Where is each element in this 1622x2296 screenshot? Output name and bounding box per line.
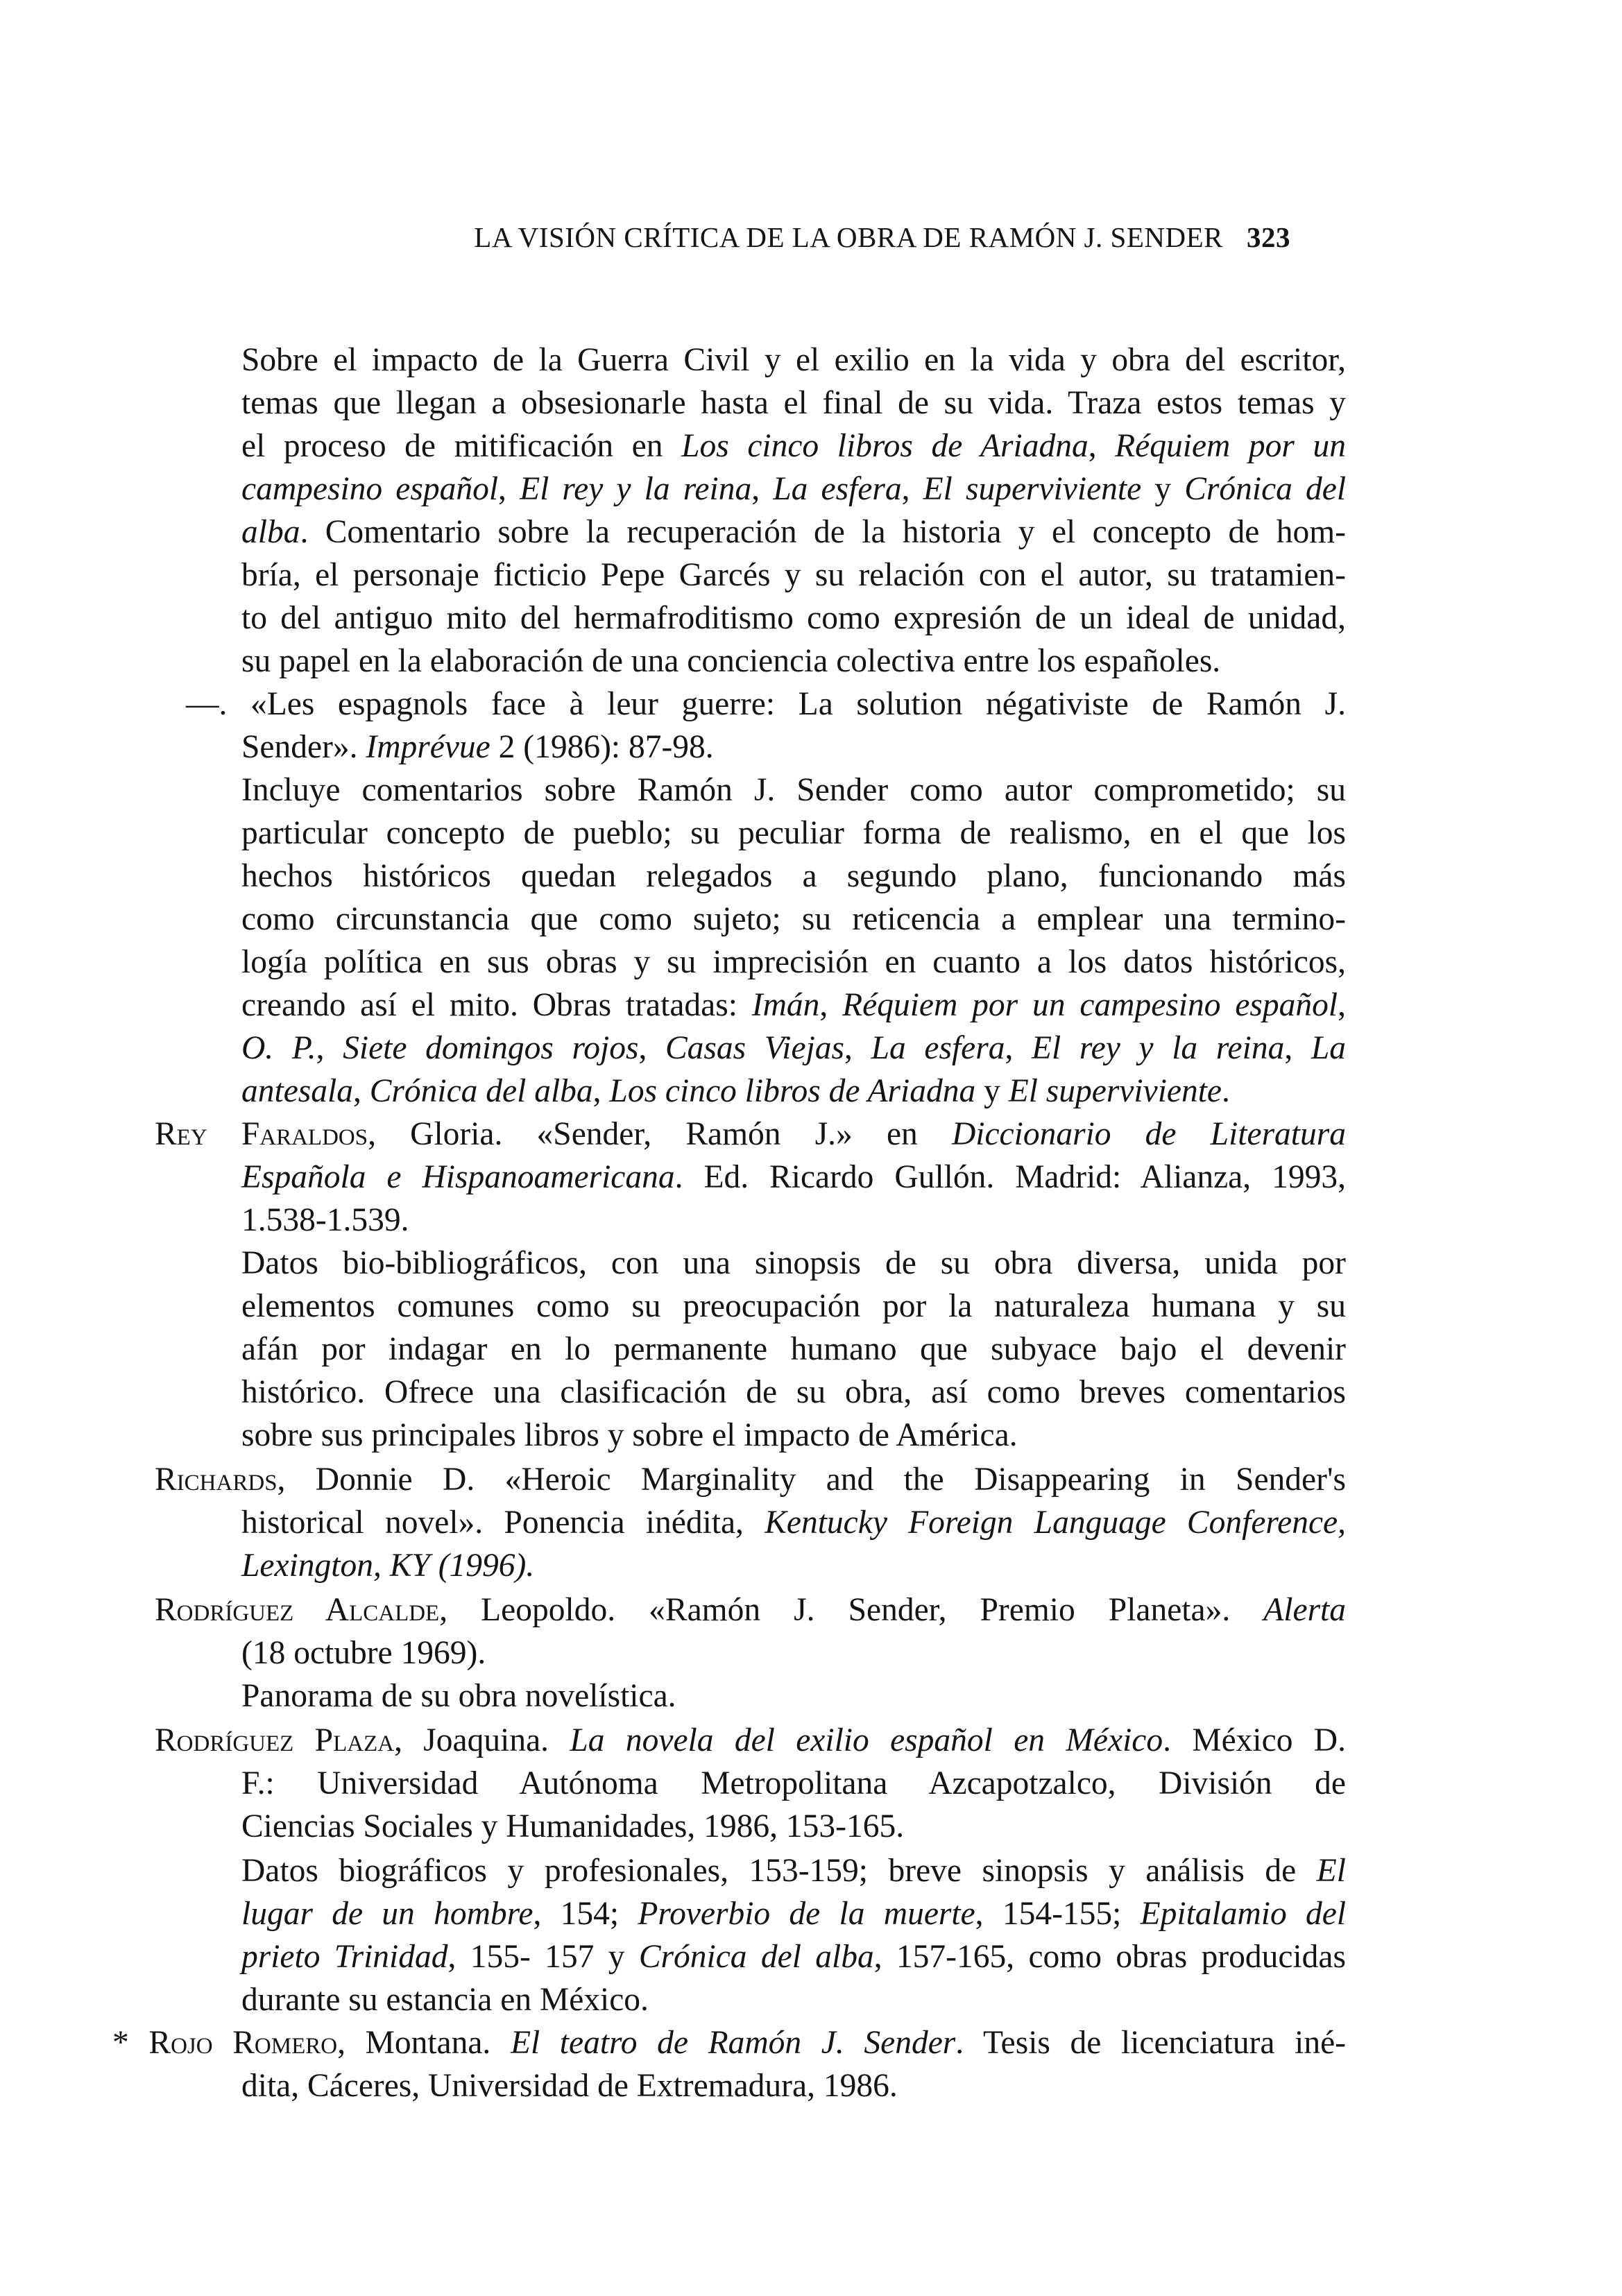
text-run: ,	[844, 1030, 871, 1066]
text-line	[112, 2021, 1346, 2064]
text-run: particular concepto de pueblo; su peculiar forma de realismo, en el que los	[241, 815, 1346, 851]
text-run: logía política en sus obras y su imprecisión en cuanto a los datos históricos,	[241, 944, 1346, 980]
text-run: elementos comunes como su preocupación por la naturaleza humana y su	[241, 1288, 1346, 1324]
text-run: como circunstancia que como sujeto; su reticencia a emplear una termino-	[241, 901, 1346, 937]
text-run: hechos históricos quedan relegados a segundo plano, funcionando más	[241, 858, 1346, 894]
title-italic: El rey y la reina	[520, 471, 752, 507]
text-run: to del antiguo mito del hermafroditismo como expresión de un ideal de unidad,	[241, 600, 1346, 636]
text-run: su papel en la elaboración de una conciencia colectiva entre los españoles.	[241, 643, 1221, 679]
title-italic: lugar de un hombre	[241, 1896, 533, 1932]
text-run: , Gloria. «Sender, Ramón J.» en	[368, 1116, 952, 1152]
title-italic: Réquiem por un	[1115, 428, 1347, 464]
text-run: , Donnie D. «Heroic Marginality and the Disappearing in Sender's	[277, 1462, 1346, 1498]
text-line	[241, 1805, 904, 1848]
text-line	[241, 1328, 1346, 1371]
text-run: dita, Cáceres, Universidad de Extremadura, 1986.	[241, 2068, 898, 2104]
text-line	[241, 941, 1346, 984]
text-run: Datos bio-bibliográficos, con una sinopsis de su obra diversa, unida por	[241, 1245, 1346, 1281]
title-italic: Crónica del	[1184, 471, 1347, 507]
title-italic: La esfera	[871, 1030, 1005, 1066]
title-italic: Los cinco libros de Ariadna	[681, 428, 1089, 464]
title-italic: Los cinco libros de Ariadna	[609, 1073, 976, 1109]
title-italic: Crónica del alba	[638, 1939, 874, 1975]
text-line	[241, 640, 1220, 683]
text-run: ,	[352, 1073, 370, 1109]
title-italic: Epitalamio del	[1140, 1896, 1347, 1932]
text-run: ,	[498, 471, 520, 507]
text-run: .	[1222, 1073, 1230, 1109]
text-line	[241, 1978, 649, 2021]
text-run: Sobre el impacto de la Guerra Civil y el exilio en la vida y obra del escritor,	[241, 342, 1346, 378]
title-italic: Imán	[751, 987, 820, 1023]
title-italic: Imprévue	[366, 729, 490, 765]
text-run: , 154-155;	[975, 1896, 1141, 1932]
text-run: ,	[1338, 987, 1346, 1023]
text-run: , 154;	[533, 1896, 638, 1932]
title-italic: La novela del exilio español en México	[570, 1722, 1163, 1758]
text-run: ,	[901, 471, 923, 507]
title-italic: Casas Viejas	[665, 1030, 845, 1066]
text-line	[241, 1544, 534, 1587]
text-run: historical novel». Ponencia inédita,	[241, 1505, 765, 1541]
title-italic: El superviviente	[923, 471, 1142, 507]
title-italic: El teatro de Ramón J. Sender	[510, 2025, 956, 2061]
text-run: Datos biográficos y profesionales, 153-159; breve sinopsis y análisis de	[241, 1853, 1317, 1889]
text-run: 2 (1986): 87-98.	[490, 729, 714, 765]
text-line	[241, 812, 1346, 855]
text-run: y	[1141, 471, 1185, 507]
text-line	[241, 1414, 1018, 1457]
text-line	[241, 1762, 1346, 1805]
text-line	[241, 2064, 898, 2107]
text-run: . Tesis de licenciatura iné-	[955, 2025, 1347, 2061]
text-run: ,	[751, 471, 774, 507]
text-line	[155, 1458, 1346, 1501]
text-line	[241, 1892, 1346, 1935]
text-run: Sender».	[241, 729, 366, 765]
text-run: afán por indagar en lo permanente humano que subyace bajo el devenir	[241, 1331, 1346, 1367]
title-italic: Kentucky Foreign Language Conference,	[765, 1505, 1346, 1541]
title-italic: campesino español	[241, 471, 499, 507]
author-name: Rojo Romero	[148, 2025, 338, 2061]
text-line	[155, 1588, 1346, 1631]
text-line	[241, 1242, 1346, 1285]
text-run: temas que llegan a obsesionarle hasta el final de su vida. Traza estos temas y	[241, 385, 1346, 421]
title-italic: alba	[241, 514, 300, 550]
text-run: sobre sus principales libros y sobre el impacto de América.	[241, 1417, 1018, 1453]
title-italic: Réquiem por un campesino español	[842, 987, 1338, 1023]
title-italic: Española e Hispanoamericana	[241, 1159, 675, 1195]
title-italic: Proverbio de la muerte	[638, 1896, 975, 1932]
title-italic: Lexington, KY (1996).	[241, 1548, 535, 1584]
text-run: . Ed. Ricardo Gullón. Madrid: Alianza, 1993,	[674, 1159, 1346, 1195]
text-run: el proceso de mitificación en	[241, 428, 682, 464]
text-line	[241, 1631, 486, 1674]
text-run: ,	[316, 1030, 343, 1066]
text-run: y	[975, 1073, 1009, 1109]
text-line	[241, 597, 1346, 640]
title-italic: El rey y la reina	[1032, 1030, 1285, 1066]
title-italic: La	[1311, 1030, 1347, 1066]
text-line	[241, 468, 1346, 511]
text-run: Ciencias Sociales y Humanidades, 1986, 153-165.	[241, 1808, 905, 1844]
title-italic: El superviviente	[1008, 1073, 1222, 1109]
title-italic: antesala	[241, 1073, 353, 1109]
author-name: Richards	[155, 1462, 278, 1498]
author-name: Rey Faraldos	[155, 1116, 368, 1152]
text-run: ,	[1005, 1030, 1032, 1066]
text-line	[241, 1199, 409, 1242]
text-run: , Montana.	[337, 2025, 511, 2061]
text-line	[241, 1501, 1346, 1544]
text-line	[241, 1070, 1230, 1113]
text-line	[241, 726, 714, 769]
text-line	[241, 1156, 1346, 1199]
text-line	[241, 339, 1346, 382]
text-run: Panorama de su obra novelística.	[241, 1678, 676, 1714]
text-line	[241, 1674, 676, 1717]
text-run: *	[112, 2025, 149, 2061]
title-italic: prieto Trinidad	[241, 1939, 448, 1975]
title-italic: Siete domingos rojos	[343, 1030, 639, 1066]
text-run: , Joaquina.	[394, 1722, 570, 1758]
text-line	[186, 683, 1346, 726]
text-run: ,	[592, 1073, 610, 1109]
text-run: , 155- 157 y	[447, 1939, 639, 1975]
author-name: Rodríguez Alcalde	[155, 1592, 440, 1628]
text-run: , Leopoldo. «Ramón J. Sender, Premio Planeta».	[439, 1592, 1264, 1628]
text-run: ,	[1284, 1030, 1311, 1066]
text-line	[241, 382, 1346, 425]
text-line	[241, 1935, 1346, 1978]
text-run: 1.538-1.539.	[241, 1202, 409, 1238]
text-run: durante su estancia en México.	[241, 1982, 649, 2018]
title-italic: El	[1316, 1853, 1346, 1889]
text-line	[241, 855, 1346, 898]
text-line	[241, 769, 1346, 812]
text-line	[241, 554, 1346, 597]
text-run: . Comentario sobre la recuperación de la historia y el concepto de hom-	[300, 514, 1346, 550]
page-number: 323	[1247, 221, 1290, 253]
header-title: LA VISIÓN CRÍTICA DE LA OBRA DE RAMÓN J. SENDER	[474, 221, 1223, 253]
text-line	[241, 898, 1346, 941]
text-run: , 157-165, como obras producidas	[873, 1939, 1346, 1975]
text-run: —. «Les espagnols face à leur guerre: La solution négativiste de Ramón J.	[186, 686, 1346, 722]
running-header	[236, 221, 1290, 254]
text-line	[241, 425, 1346, 468]
text-run: ,	[1088, 428, 1116, 464]
title-italic: O. P.	[241, 1030, 316, 1066]
text-line	[241, 1849, 1346, 1892]
text-line	[241, 511, 1346, 554]
text-run: histórico. Ofrece una clasificación de su obra, así como breves comentarios	[241, 1374, 1346, 1410]
author-name: Rodríguez Plaza	[155, 1722, 395, 1758]
title-italic: La esfera	[773, 471, 902, 507]
text-run: . México D.	[1163, 1722, 1346, 1758]
title-italic: Alerta	[1263, 1592, 1347, 1628]
text-run: Incluye comentarios sobre Ramón J. Sender como autor comprometido; su	[241, 772, 1346, 808]
text-run: bría, el personaje ficticio Pepe Garcés y su relación con el autor, su tratamien-	[241, 557, 1346, 593]
text-line	[155, 1113, 1346, 1156]
text-line	[241, 1371, 1346, 1414]
text-run: (18 octubre 1969).	[241, 1635, 486, 1671]
text-line	[155, 1719, 1346, 1762]
text-line	[241, 1285, 1346, 1328]
title-italic: Crónica del alba	[369, 1073, 593, 1109]
text-line	[241, 984, 1346, 1027]
text-run: ,	[638, 1030, 665, 1066]
title-italic: Diccionario de Literatura	[951, 1116, 1346, 1152]
text-run: creando así el mito. Obras tratadas:	[241, 987, 752, 1023]
text-run: F.: Universidad Autónoma Metropolitana Azcapotzalco, División de	[241, 1765, 1346, 1801]
text-run: ,	[819, 987, 843, 1023]
text-line	[241, 1027, 1346, 1070]
